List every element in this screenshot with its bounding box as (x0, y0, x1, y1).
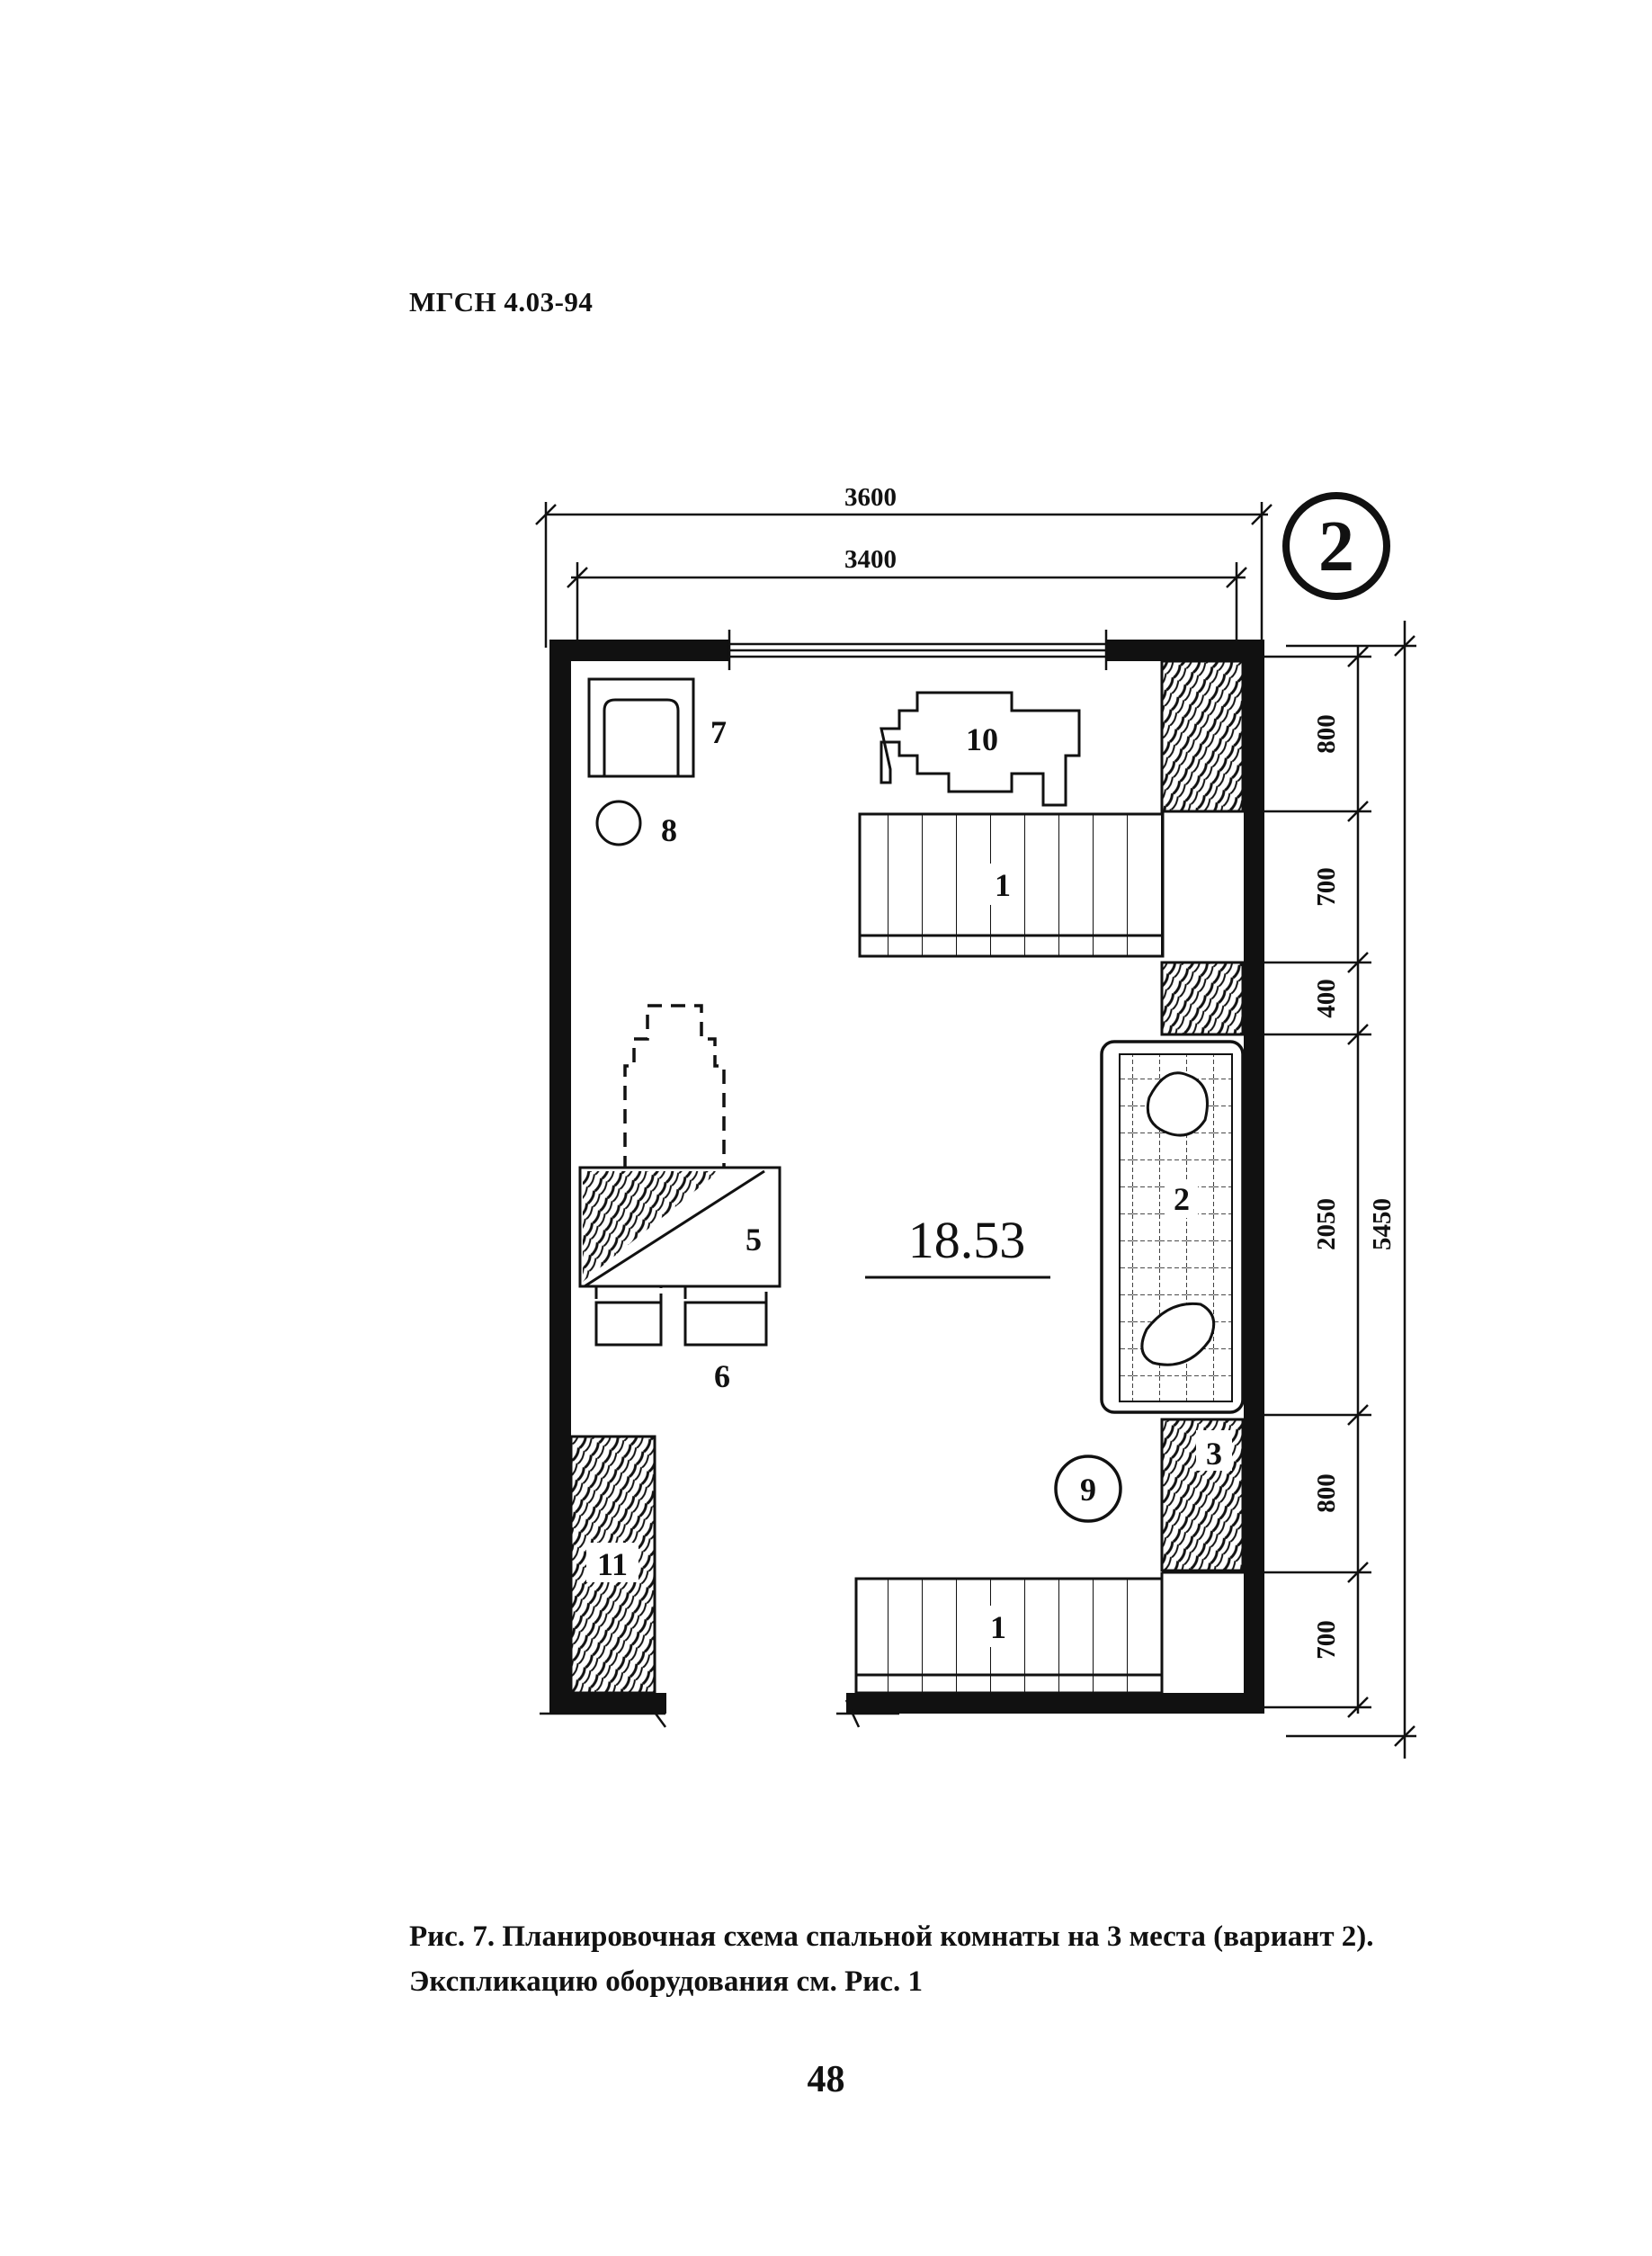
bed-top-label: 1 (995, 867, 1011, 903)
sofa (1102, 1042, 1243, 1412)
circle-9-label: 9 (1080, 1472, 1096, 1508)
bed-bottom-label: 1 (990, 1609, 1006, 1645)
chairs (596, 1286, 766, 1345)
round-table-8 (597, 801, 640, 845)
dimension-inner-width (567, 562, 1246, 648)
dimension-chain-right (1264, 621, 1416, 1759)
chair-outline-dashed (625, 1006, 724, 1187)
room-area: 18.53 (907, 1211, 1026, 1269)
caption-line-1: Рис. 7. Планировочная схема спальной комнаты на 3 места (вариант 2). (409, 1920, 1374, 1953)
desk-label: 5 (746, 1222, 762, 1258)
document-code: МГСН 4.03-94 (409, 286, 594, 318)
dimension-inner-width-label: 3400 (844, 545, 897, 574)
armchair (589, 679, 693, 776)
bed-top (860, 811, 1244, 956)
dimension-outer-width (536, 502, 1272, 648)
figure-caption (409, 1914, 1542, 2004)
dimension-segment-2: 700 (1312, 867, 1341, 907)
built-in-block-top (1162, 661, 1243, 811)
built-in-block-middle (1162, 962, 1243, 1034)
dimension-segment-1: 800 (1312, 714, 1341, 754)
dimension-total-depth: 5450 (1368, 1198, 1397, 1250)
unit-3-label: 3 (1206, 1436, 1222, 1472)
chairs-label: 6 (714, 1358, 730, 1394)
window (729, 630, 1106, 670)
dimension-segment-6: 700 (1312, 1620, 1341, 1660)
item-10-label: 10 (966, 721, 998, 757)
variant-number: 2 (1318, 507, 1354, 586)
armchair-label: 7 (710, 714, 727, 750)
wardrobe-label: 11 (596, 1546, 629, 1582)
bed-bottom (856, 1572, 1244, 1693)
dimension-segment-3: 400 (1312, 979, 1341, 1018)
dimension-segment-4: 2050 (1312, 1198, 1341, 1250)
caption-line-2: Экспликацию оборудования см. Рис. 1 (409, 1965, 923, 1998)
dimension-outer-width-label: 3600 (844, 483, 897, 512)
dimension-segment-5: 800 (1312, 1473, 1341, 1513)
sofa-label: 2 (1174, 1181, 1190, 1217)
page-number: 48 (807, 2059, 845, 2100)
round-8-label: 8 (661, 812, 677, 848)
